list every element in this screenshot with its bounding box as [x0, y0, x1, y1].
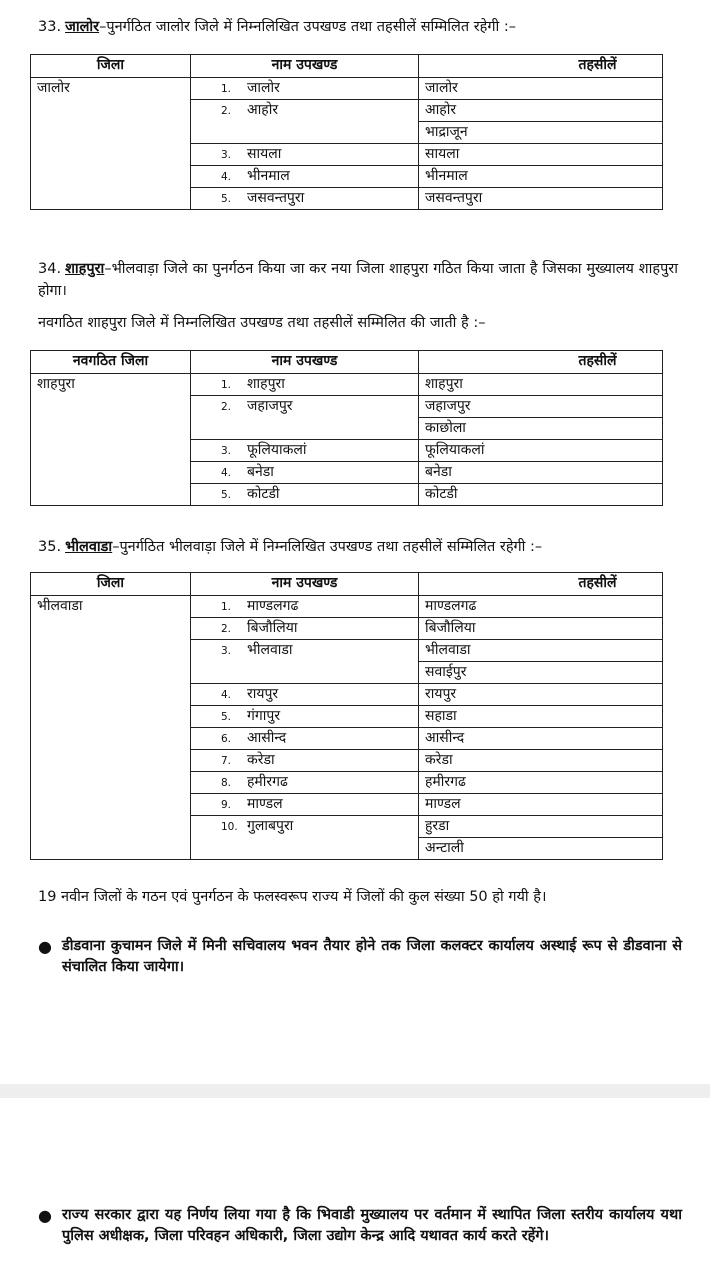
table-header-row — [31, 55, 663, 78]
serial-number: 9. — [221, 799, 232, 811]
section-35-heading — [38, 536, 678, 558]
bullet-item — [38, 936, 682, 978]
table-header-row — [31, 573, 663, 596]
serial-number: 3. — [221, 645, 232, 657]
subdivision-name: गुलाबपुरा — [247, 818, 294, 834]
column-header: तहसीलें — [419, 55, 663, 78]
bullet-icon: ● — [38, 1206, 52, 1225]
tehsil-cell: आहोर — [419, 100, 663, 122]
column-header: नाम उपखण्ड — [191, 351, 419, 374]
serial-number: 1. — [221, 83, 232, 95]
serial-number: 4. — [221, 689, 232, 701]
table-row — [31, 374, 663, 396]
tehsil-cell: भाद्राजून — [419, 122, 663, 144]
tehsil-cell: सायला — [419, 144, 663, 166]
subdivision-name: फूलियाकलां — [247, 442, 307, 458]
subdivision-name: आहोर — [247, 102, 279, 118]
subdivision-cell — [191, 144, 419, 166]
subdivision-name: जहाजपुर — [247, 398, 293, 414]
serial-number: 5. — [221, 711, 232, 723]
column-header: तहसीलें — [419, 351, 663, 374]
subdivision-cell — [191, 684, 419, 706]
district-cell: जालोर — [31, 78, 191, 210]
serial-number: 4. — [221, 171, 232, 183]
district-name: जालोर — [65, 19, 100, 35]
subdivision-cell — [191, 484, 419, 506]
subdivision-name: कोटडी — [247, 486, 280, 502]
subdivision-name: जालोर — [247, 80, 280, 96]
tehsil-cell: भीलवाडा — [419, 640, 663, 662]
subdivision-cell — [191, 462, 419, 484]
subdivision-cell — [191, 794, 419, 816]
table-row — [31, 78, 663, 100]
subdivision-cell — [191, 374, 419, 396]
district-name: भीलवाडा — [65, 539, 113, 555]
section-34-sub-intro: नवगठित शाहपुरा जिले में निम्नलिखित उपखण्ड तथा तहसीलें सम्मिलित की जाती है :– — [38, 315, 486, 331]
tehsil-cell: सहाडा — [419, 706, 663, 728]
subdivision-name: करेडा — [247, 752, 275, 768]
bullet-text: डीडवाना कुचामन जिले में मिनी सचिवालय भवन तैयार होने तक जिला कलक्टर कार्यालय अस्थाई रूप से डीडवाना से संचालित किया जायेगा। — [62, 938, 682, 975]
subdivision-cell — [191, 618, 419, 640]
serial-number: 2. — [221, 105, 232, 117]
subdivision-name: सायला — [247, 146, 282, 162]
serial-number: 1. — [221, 379, 232, 391]
serial-number: 2. — [221, 623, 232, 635]
table-row — [31, 596, 663, 618]
serial-number: 4. — [221, 467, 232, 479]
column-header: जिला — [31, 55, 191, 78]
subdivision-cell — [191, 596, 419, 618]
serial-number: 8. — [221, 777, 232, 789]
section-34-heading — [38, 258, 678, 302]
tehsil-cell: अन्टाली — [419, 838, 663, 860]
subdivision-cell — [191, 728, 419, 750]
serial-number: 6. — [221, 733, 232, 745]
column-header: तहसीलें — [419, 573, 663, 596]
subdivision-name: रायपुर — [247, 686, 279, 702]
subdivision-name: शाहपुरा — [247, 376, 285, 392]
bullet-item — [38, 1205, 682, 1247]
subdivision-cell — [191, 640, 419, 684]
tehsil-cell: सवाईपुर — [419, 662, 663, 684]
tehsil-cell: माण्डल — [419, 794, 663, 816]
column-header: नाम उपखण्ड — [191, 573, 419, 596]
page-divider — [0, 1084, 710, 1098]
subdivision-cell — [191, 706, 419, 728]
district-name: शाहपुरा — [65, 261, 105, 277]
tehsil-cell: कोटडी — [419, 484, 663, 506]
serial-number: 2. — [221, 401, 232, 413]
tehsil-cell: बिजौलिया — [419, 618, 663, 640]
tehsil-cell: बनेडा — [419, 462, 663, 484]
serial-number: 5. — [221, 193, 232, 205]
serial-number: 7. — [221, 755, 232, 767]
district-cell: शाहपुरा — [31, 374, 191, 506]
tehsil-cell: रायपुर — [419, 684, 663, 706]
subdivision-name: बिजौलिया — [247, 620, 298, 636]
section-intro: –पुनर्गठित जालोर जिले में निम्नलिखित उपखण्ड तथा तहसीलें सम्मिलित रहेगी :– — [99, 19, 517, 35]
tehsil-cell: भीनमाल — [419, 166, 663, 188]
section-number: 33. — [38, 19, 62, 35]
subdivision-cell — [191, 78, 419, 100]
summary-text: 19 नवीन जिलों के गठन एवं पुनर्गठन के फलस्वरूप राज्य में जिलों की कुल संख्या 50 हो गयी है। — [38, 889, 547, 905]
subdivision-cell — [191, 188, 419, 210]
serial-number: 10. — [221, 821, 238, 833]
serial-number: 1. — [221, 601, 232, 613]
subdivision-cell — [191, 772, 419, 794]
section-number: 35. — [38, 539, 62, 555]
serial-number: 3. — [221, 149, 232, 161]
subdivision-cell — [191, 100, 419, 144]
section-35-table — [30, 572, 663, 860]
tehsil-cell: फूलियाकलां — [419, 440, 663, 462]
tehsil-cell: करेडा — [419, 750, 663, 772]
column-header: नवगठित जिला — [31, 351, 191, 374]
subdivision-name: भीनमाल — [247, 168, 290, 184]
tehsil-cell: हुरडा — [419, 816, 663, 838]
district-cell: भीलवाडा — [31, 596, 191, 860]
section-34-table — [30, 350, 663, 506]
section-number: 34. — [38, 261, 62, 277]
subdivision-name: हमीरगढ — [247, 774, 288, 790]
tehsil-cell: हमीरगढ — [419, 772, 663, 794]
subdivision-name: गंगापुर — [247, 708, 281, 724]
tehsil-cell: काछोला — [419, 418, 663, 440]
serial-number: 5. — [221, 489, 232, 501]
subdivision-name: जसवन्तपुरा — [247, 190, 305, 206]
table-header-row — [31, 351, 663, 374]
tehsil-cell: आसीन्द — [419, 728, 663, 750]
subdivision-cell — [191, 440, 419, 462]
tehsil-cell: जहाजपुर — [419, 396, 663, 418]
subdivision-name: माण्डलगढ — [247, 598, 299, 614]
tehsil-cell: जसवन्तपुरा — [419, 188, 663, 210]
bullet-icon: ● — [38, 937, 52, 956]
subdivision-cell — [191, 816, 419, 860]
tehsil-cell: जालोर — [419, 78, 663, 100]
bullet-text: राज्य सरकार द्वारा यह निर्णय लिया गया है कि भिवाडी मुख्यालय पर वर्तमान में स्थापित जिला स्तरीय कार्यालय यथा पुलिस अधीक्षक, जिला परिवहन अधिकारी, जिला उद्योग केन्द्र आदि यथावत कार्य करते रहेंगे। — [62, 1207, 682, 1244]
subdivision-name: भीलवाडा — [247, 642, 293, 658]
serial-number: 3. — [221, 445, 232, 457]
tehsil-cell: माण्डलगढ — [419, 596, 663, 618]
subdivision-name: माण्डल — [247, 796, 283, 812]
subdivision-cell — [191, 396, 419, 440]
column-header: नाम उपखण्ड — [191, 55, 419, 78]
section-33-table — [30, 54, 663, 210]
subdivision-cell — [191, 166, 419, 188]
column-header: जिला — [31, 573, 191, 596]
subdivision-cell — [191, 750, 419, 772]
subdivision-name: आसीन्द — [247, 730, 287, 746]
subdivision-name: बनेडा — [247, 464, 274, 480]
section-intro: –भीलवाड़ा जिले का पुनर्गठन किया जा कर नया जिला शाहपुरा गठित किया जाता है जिसका मुख्यालय शाहपुरा होगा। — [38, 261, 678, 299]
section-33-heading — [38, 16, 678, 38]
tehsil-cell: शाहपुरा — [419, 374, 663, 396]
section-intro: –पुनर्गठित भीलवाड़ा जिले में निम्नलिखित उपखण्ड तथा तहसीलें सम्मिलित रहेगी :– — [112, 539, 543, 555]
